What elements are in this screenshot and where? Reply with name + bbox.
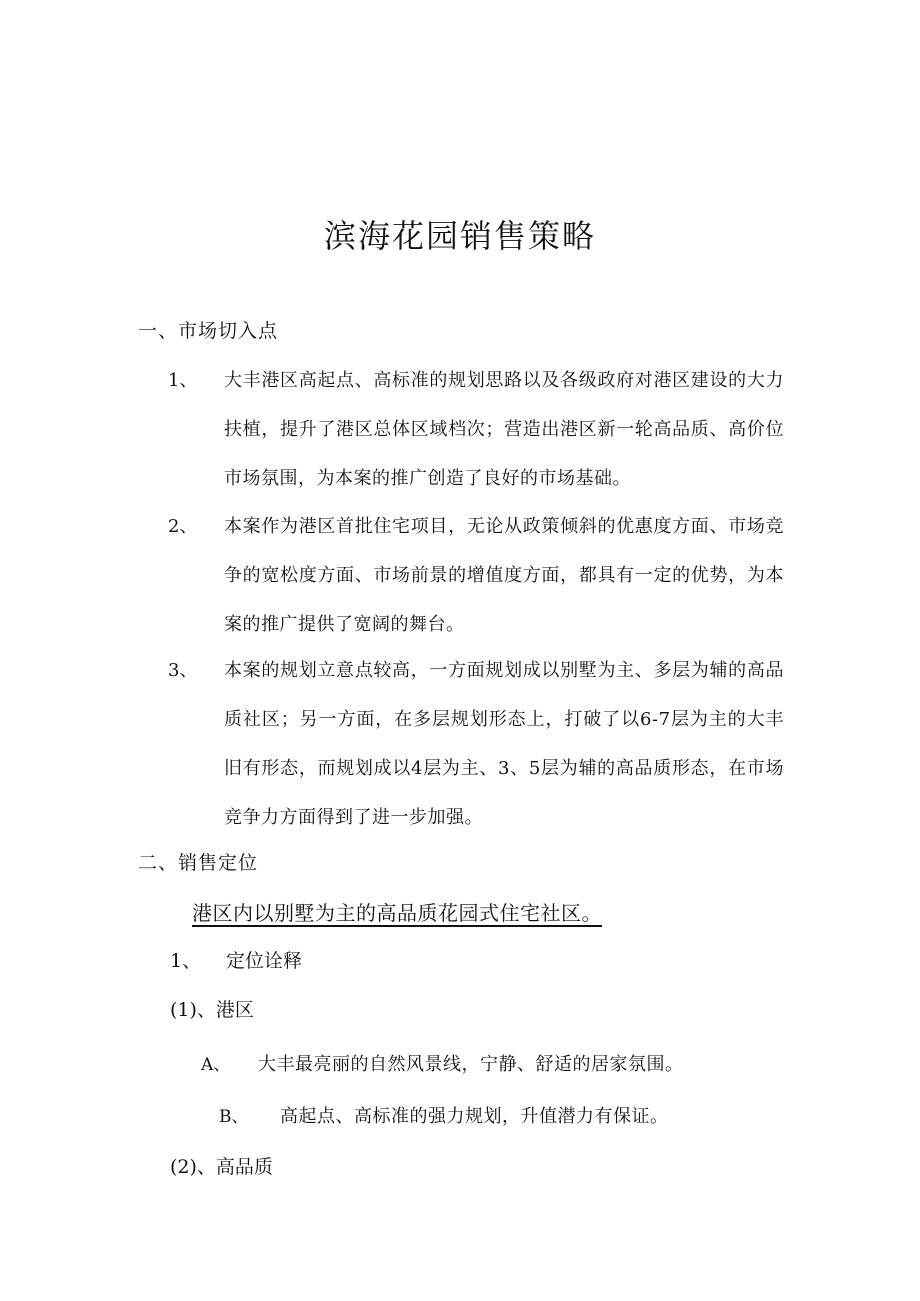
subsection-number: 1、 bbox=[170, 950, 202, 972]
list-item-number: 2、 bbox=[168, 516, 198, 537]
item-letter: B、 bbox=[219, 1107, 249, 1127]
subsection-label-high-quality: (2)、高品质 bbox=[170, 1156, 273, 1178]
section-heading-sales-positioning: 二、销售定位 bbox=[138, 852, 259, 874]
document-title: 滨海花园销售策略 bbox=[323, 217, 596, 255]
list-item-number: 1、 bbox=[168, 370, 198, 391]
list-item-number: 3、 bbox=[168, 660, 198, 681]
section-heading-market-entry: 一、市场切入点 bbox=[138, 320, 279, 342]
subsection-label-port: (1)、港区 bbox=[170, 999, 254, 1021]
item-text: 大丰最亮丽的自然风景线，宁静、舒适的居家氛围。 bbox=[258, 1054, 684, 1075]
subsection-title: 定位诠释 bbox=[226, 950, 303, 972]
list-item-text: 本案的规划立意点较高，一方面规划成以别墅为主、多层为辅的高品质社区；另一方面，在多层规划形态上，打破了以6-7层为主的大丰旧有形态，而规划成以4层为主、3、5层为辅的高品质形态，在市场竞争力方面得到了进一步加强。 bbox=[224, 660, 784, 828]
item-text: 高起点、高标准的强力规划，升值潜力有保证。 bbox=[280, 1106, 669, 1127]
positioning-statement: 港区内以别墅为主的高品质花园式住宅社区。 bbox=[192, 901, 602, 925]
list-item-text: 大丰港区高起点、高标准的规划思路以及各级政府对港区建设的大力扶植，提升了港区总体区域档次；营造出港区新一轮高品质、高价位市场氛围，为本案的推广创造了良好的市场基础。 bbox=[224, 370, 784, 489]
list-item-text: 本案作为港区首批住宅项目，无论从政策倾斜的优惠度方面、市场竞争的宽松度方面、市场前景的增值度方面，都具有一定的优势，为本案的推广提供了宽阔的舞台。 bbox=[224, 516, 784, 635]
item-letter: A、 bbox=[201, 1055, 231, 1075]
